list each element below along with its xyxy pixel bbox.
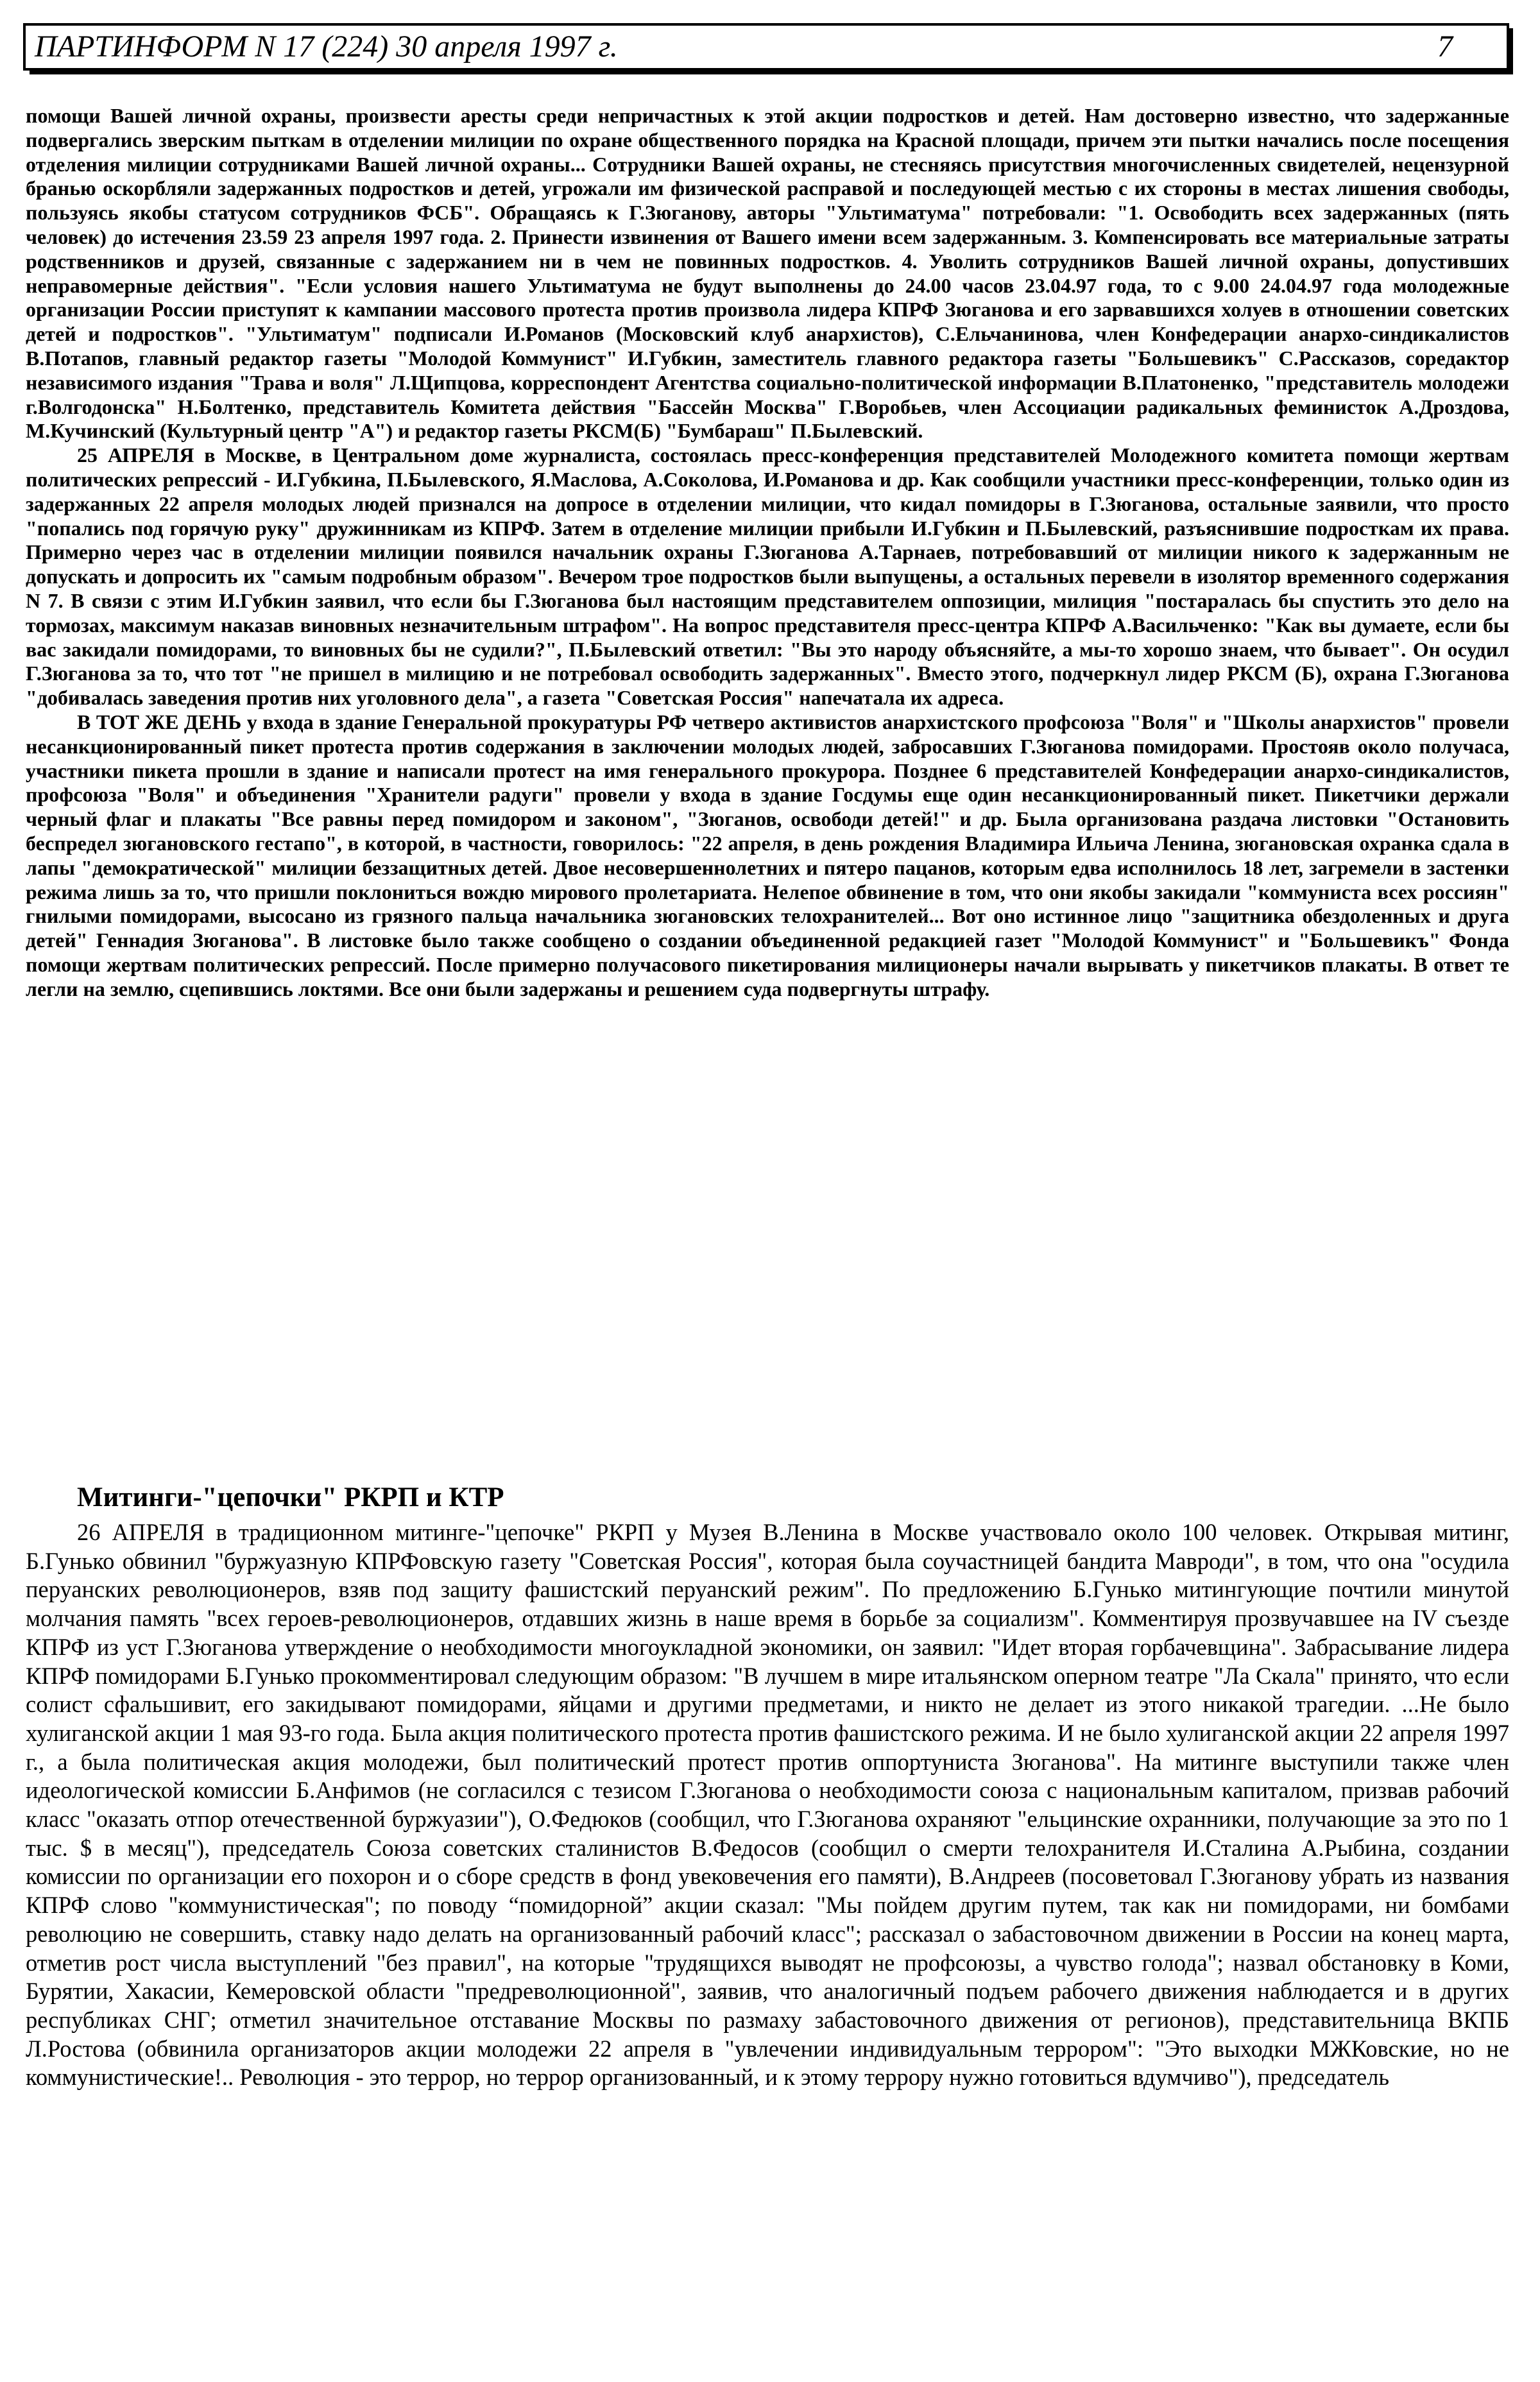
header-shadow <box>30 71 1513 74</box>
bold-article <box>26 104 1509 1001</box>
bold-paragraph: 25 АПРЕЛЯ в Москве, в Центральном доме журналиста, состоялась пресс-конференция представителей Молодежного комитета помощи жертвам политических репрессий - И.Губкина, П.Былевского, Я.Маслова, А.Соколова, И.Романова и др. Как сообщили участники пресс-конференции, только один из задержанных 22 апреля молодых людей признался на допросе в отделении милиции, что кидал помидоры в Г.Зюганова, остальные заявили, что просто "попались под горячую руку" дружинникам из КПРФ. Затем в отделение милиции прибыли И.Губкин и П.Былевский, разъяснившие подросткам их права. Примерно через час в отделении милиции появился начальник охраны Г.Зюганова А.Тарнаев, потребовавший от милиции никого к задержанным не допускать и допросить их "самым подробным образом". Вечером трое подростков были выпущены, а остальных перевели в изолятор временного содержания N 7. В связи с этим И.Губкин заявил, что если бы Г.Зюганова был настоящим представителем оппозиции, милиция "постаралась бы спустить это дело на тормозах, максимум наказав виновных незначительным штрафом". На вопрос представителя пресс-центра КПРФ А.Васильченко: "Как вы думаете, если бы вас закидали помидорами, то виновных бы не судили?", П.Былевский ответил: "Вы это народу объясняйте, а мы-то хорошо знаем, что бывает". Он осудил Г.Зюганова за то, что тот "не пришел в милицию и не потребовал освободить задержанных". Вместо этого, подчеркнул лидер РКСМ (Б), охрана Г.Зюганова "добивалась заведения против них уголовного дела", а газета "Советская Россия" напечатала их адреса. <box>26 443 1509 710</box>
article-paragraph: 26 АПРЕЛЯ в традиционном митинге-"цепочке" РКРП у Музея В.Ленина в Москве участвовало около 100 человек. Открывая митинг, Б.Гунько обвинил "буржуазную КПРФовскую газету "Советская Россия", которая была соучастницей бандита Мавроди", в том, что она "осудила перуанских революционеров, взяв под защиту фашистский перуанский режим". По предложению Б.Гунько митингующие почтили минутой молчания память "всех героев-революционеров, отдавших жизнь в наше время в борьбе за социализм". Комментируя прозвучавшее на IV съезде КПРФ из уст Г.Зюганова утверждение о необходимости многоукладной экономики, он заявил: "Идет вторая горбачевщина". Забрасывание лидера КПРФ помидорами Б.Гунько прокомментировал следующим образом: "В лучшем в мире итальянском оперном театре "Ла Скала" принято, что если солист сфальшивит, его закидывают помидорами, яйцами и другими предметами, и никто не делает из этого никакой трагедии. ...Не было хулиганской акции 1 мая 93-го года. Была акция политического протеста против фашистского режима. И не было хулиганской акции 22 апреля 1997 г., а была политическая акция молодежи, был политический протест против оппортуниста Зюганова". На митинге выступили также член идеологической комиссии Б.Анфимов (не согласился с тезисом Г.Зюганова о необходимости союза с национальным капиталом, призвав рабочий класс "оказать отпор отечественной буржуазии"), О.Федюков (сообщил, что Г.Зюганова охраняют "ельцинские охранники, получающие за это по 1 тыс. $ в месяц"), председатель Союза советских сталинистов В.Федосов (сообщил о смерти телохранителя И.Сталина А.Рыбина, создании комиссии по организации его похорон и о сборе средств в фонд увековечения его памяти), В.Андреев (посоветовал Г.Зюганову убрать из названия КПРФ слово "коммунистическая"; по поводу “помидорной” акции сказал: "Мы пойдем другим путем, так как ни помидорами, ни бомбами революцию не совершить, ставку надо делать на организованный рабочий класс"; рассказал о забастовочном движении в России на конец марта, отметив рост числа выступлений "без правил", на которые "трудящихся выводят не профсоюзы, а чувство голода"; назвал обстановку в Коми, Бурятии, Хакасии, Кемеровской области "предреволюционной", заявив, что аналогичный подъем рабочего движения наблюдается и в других республиках СНГ; отметил значительное отставание Москвы по размаху забастовочного движения от регионов), представительница ВКПБ Л.Ростова (обвинила организаторов акции молодежи 22 апреля в "увлечении индивидуальным террором": "Это выходки МЖКовские, но не коммунистические!.. Революция - это террор, но террор организованный, и к этому террору нужно готовиться вдумчиво"), председатель <box>26 1519 1509 2091</box>
header-shadow-right <box>1509 28 1513 74</box>
section-article <box>26 1518 1509 2092</box>
newspaper-page <box>23 23 1514 2359</box>
section-heading: Митинги-"цепочки" РКРП и КТР <box>77 1482 504 1512</box>
page-number: 7 <box>1437 30 1453 64</box>
bold-paragraph: помощи Вашей личной охраны, произвести аресты среди непричастных к этой акции подростков и детей. Нам достоверно известно, что задержанные подвергались зверским пыткам в отделении милиции по охране общественного порядка на Красной площади, причем эти пытки начались после посещения отделения милиции сотрудниками Вашей личной охраны... Сотрудники Вашей охраны, не стесняясь присутствия многочисленных свидетелей, нецензурной бранью оскорбляли задержанных подростков и детей, угрожали им физической расправой и последующей местью с их стороны в местах лишения свободы, пользуясь якобы статусом сотрудников ФСБ". Обращаясь к Г.Зюганову, авторы "Ультиматума" потребовали: "1. Освободить всех задержанных (пять человек) до истечения 23.59 23 апреля 1997 года. 2. Принести извинения от Вашего имени всем задержанным. 3. Компенсировать все материальные затраты родственников и друзей, связанные с задержанием ни в чем не повинных подростков. 4. Уволить сотрудников Вашей личной охраны, допустивших неправомерные действия". "Если условия нашего Ультиматума не будут выполнены до 24.00 часов 23.04.97 года, то с 9.00 24.04.97 года молодежные организации России приступят к кампании массового протеста против произвола лидера КПРФ Зюганова и его зарвавшихся холуев в отношении советских детей и подростков". "Ультиматум" подписали И.Романов (Московский клуб анархистов), С.Ельчанинова, член Конфедерации анархо-синдикалистов В.Потапов, главный редактор газеты "Молодой Коммунист" И.Губкин, заместитель главного редактора газеты "Большевикъ" С.Рассказов, соредактор независимого издания "Трава и воля" Л.Щипцова, корреспондент Агентства социально-политической информации В.Платоненко, "представитель молодежи г.Волгодонска" Н.Болтенко, представитель Комитета действия "Бассейн Москва" Г.Воробьев, член Ассоциации радикальных феминисток А.Дроздова, М.Кучинский (Культурный центр "А") и редактор газеты РКСМ(Б) "Бумбараш" П.Былевский. <box>26 104 1509 443</box>
publication-title: ПАРТИНФОРМ N 17 (224) 30 апреля 1997 г. <box>35 30 618 64</box>
bold-paragraph: В ТОТ ЖЕ ДЕНЬ у входа в здание Генеральной прокуратуры РФ четверо активистов анархистского профсоюза "Воля" и "Школы анархистов" провели несанкционированный пикет протеста против содержания в заключении молодых людей, забросавших Г.Зюганова помидорами. Простояв около получаса, участники пикета прошли в здание и написали протест на имя генерального прокурора. Позднее 6 представителей Конфедерации анархо-синдикалистов, профсоюза "Воля" и объединения "Хранители радуги" провели у входа в здание Госдумы еще один несанкционированный пикет. Пикетчики держали черный флаг и плакаты "Все равны перед помидором и законом", "Зюганов, освободи детей!" и др. Была организована раздача листовки "Остановить беспредел зюгановского гестапо", в которой, в частности, говорилось: "22 апреля, в день рождения Владимира Ильича Ленина, зюгановская охранка сдала в лапы "демократической" милиции беззащитных детей. Двое несовершеннолетних и пятеро пацанов, которым едва исполнилось 18 лет, загремели в застенки режима лишь за то, что пришли поклониться вождю мирового пролетариата. Нелепое обвинение в том, что они якобы закидали "коммуниста всех россиян" гнилыми помидорами, высосано из грязного пальца начальника зюгановских телохранителей... Вот оно истинное лицо "защитника обездоленных и друга детей" Геннадия Зюганова". В листовке было также сообщено о создании объединенной редакцией газет "Молодой Коммунист" и "Большевикъ" Фонда помощи жертвам политических репрессий. После примерно получасового пикетирования милиционеры начали вырывать у пикетчиков плакаты. В ответ те легли на землю, сцепившись локтями. Все они были задержаны и решением суда подвергнуты штрафу. <box>26 710 1509 1000</box>
page-header <box>23 23 1509 71</box>
